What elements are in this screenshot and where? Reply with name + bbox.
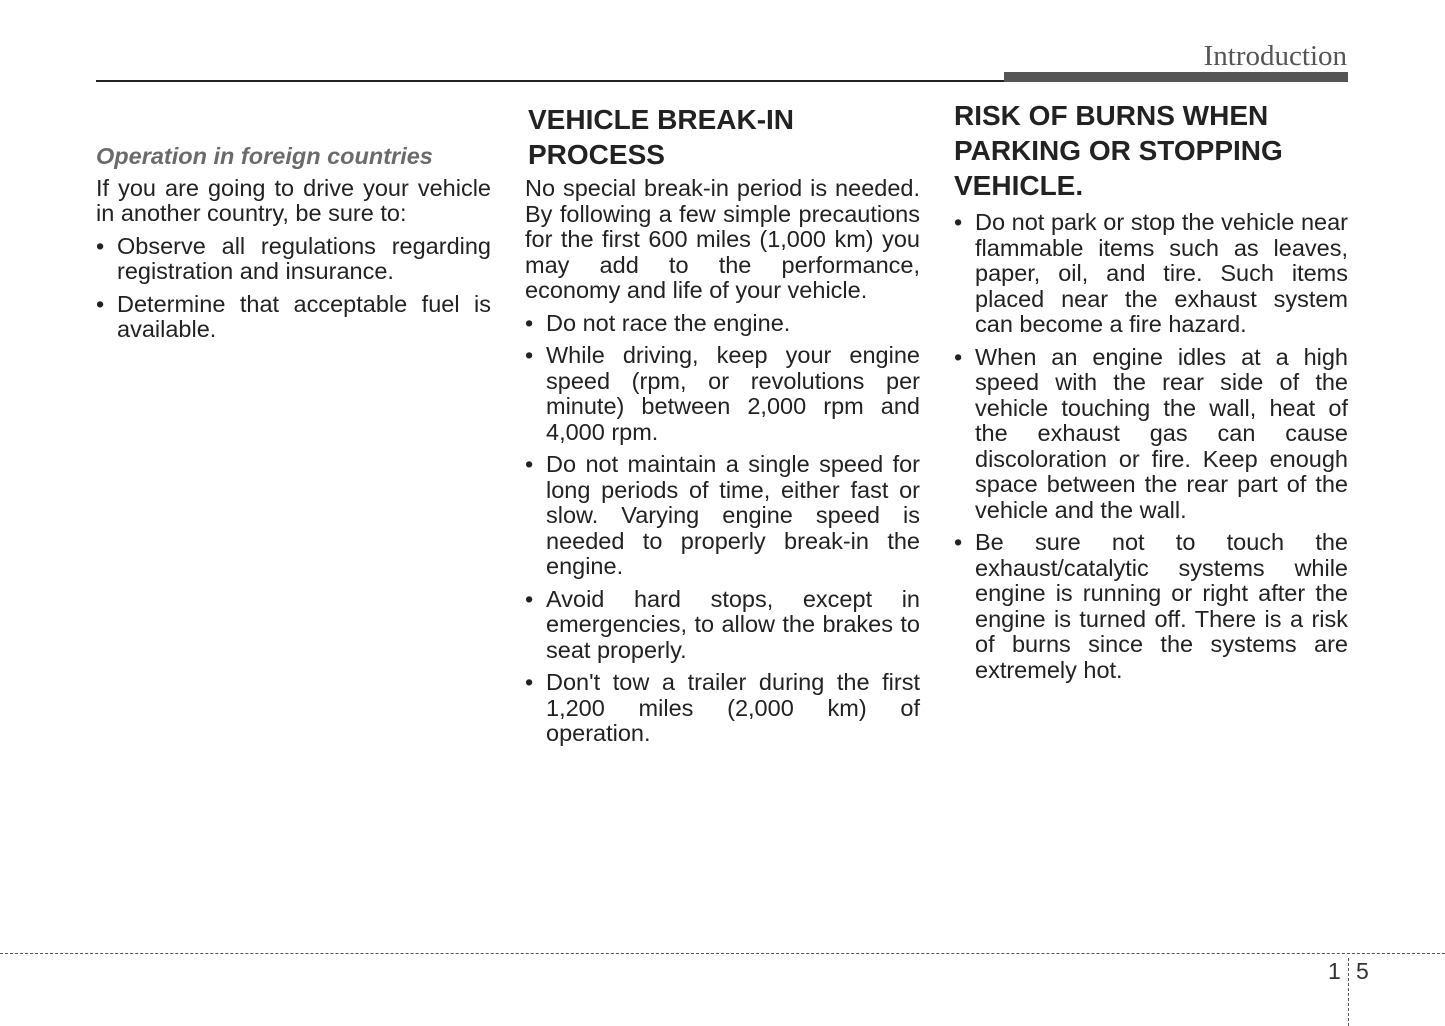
- section-heading: RISK OF BURNS WHEN PARKING OR STOPPING VEHICLE.: [954, 100, 1283, 201]
- list-item-text: Do not park or stop the vehicle near flammable items such as leaves, paper, oil, and tire. Such items placed near the exhaust system can become a fire hazard.: [975, 209, 1348, 337]
- list-item: [525, 670, 920, 747]
- bullet-icon: •: [525, 451, 534, 477]
- bullet-icon: •: [954, 529, 963, 555]
- list-item-text: Avoid hard stops, except in emergencies, to allow the brakes to seat properly.: [546, 585, 920, 663]
- column-burn-risk: [954, 100, 1348, 683]
- list-item-text: Do not maintain a single speed for long periods of time, either fast or slow. Varying engine speed is needed to properly break-in the engine.: [546, 451, 920, 579]
- page-number-divider: [1348, 958, 1349, 1026]
- bullet-icon: •: [525, 309, 534, 336]
- bullet-icon: •: [525, 585, 534, 612]
- chapter-number: 1: [1328, 958, 1341, 984]
- list-item: [954, 530, 1348, 683]
- bullet-list: [96, 234, 491, 343]
- list-item: [525, 452, 920, 580]
- bullet-icon: •: [525, 669, 534, 695]
- bullet-icon: •: [954, 343, 963, 370]
- list-item: [525, 311, 920, 337]
- list-item-text: When an engine idles at a high speed with the rear side of the vehicle touching the wall, heat of the exhaust gas can cause discoloration or fire. Keep enough space between the rear part of the vehicle and the wall.: [975, 343, 1348, 523]
- page-number: 5: [1356, 958, 1369, 984]
- footer-divider: [0, 953, 1445, 954]
- list-item-text: Do not race the engine.: [546, 309, 791, 336]
- list-item-text: Observe all regulations regarding registration and insurance.: [117, 232, 491, 284]
- list-item: [525, 343, 920, 445]
- header-rule: [96, 80, 1004, 82]
- intro-paragraph: If you are going to drive your vehicle in another country, be sure to:: [96, 174, 491, 226]
- column-break-in: [525, 100, 920, 747]
- bullet-icon: •: [96, 290, 105, 317]
- header-bar: [1004, 72, 1348, 82]
- column-foreign-countries: [96, 100, 491, 343]
- list-item: [954, 210, 1348, 338]
- list-item-text: Determine that acceptable fuel is available.: [117, 290, 491, 342]
- bullet-icon: •: [954, 209, 963, 235]
- bullet-icon: •: [525, 342, 534, 368]
- intro-paragraph: No special break-in period is needed. By following a few simple precautions for the first 600 miles (1,000 km) you may add to the performance, economy and life of your vehicle.: [525, 175, 920, 303]
- list-item: [96, 292, 491, 343]
- bullet-icon: •: [96, 232, 105, 259]
- subheading: Operation in foreign countries: [96, 143, 433, 169]
- section-heading: VEHICLE BREAK-IN PROCESS: [528, 104, 795, 170]
- section-title: Introduction: [1203, 40, 1347, 72]
- bullet-list: [954, 210, 1348, 683]
- list-item-text: Don't tow a trailer during the first 1,200 miles (2,000 km) of operation.: [546, 669, 920, 746]
- bullet-list: [525, 311, 920, 747]
- list-item: [954, 345, 1348, 524]
- list-item-text: Be sure not to touch the exhaust/catalytic systems while engine is running or right after the engine is turned off. There is a risk of burns since the systems are extremely hot.: [975, 529, 1348, 683]
- list-item: [96, 234, 491, 285]
- list-item: [525, 587, 920, 664]
- list-item-text: While driving, keep your engine speed (rpm, or revolutions per minute) between 2,000 rpm and 4,000 rpm.: [546, 342, 920, 445]
